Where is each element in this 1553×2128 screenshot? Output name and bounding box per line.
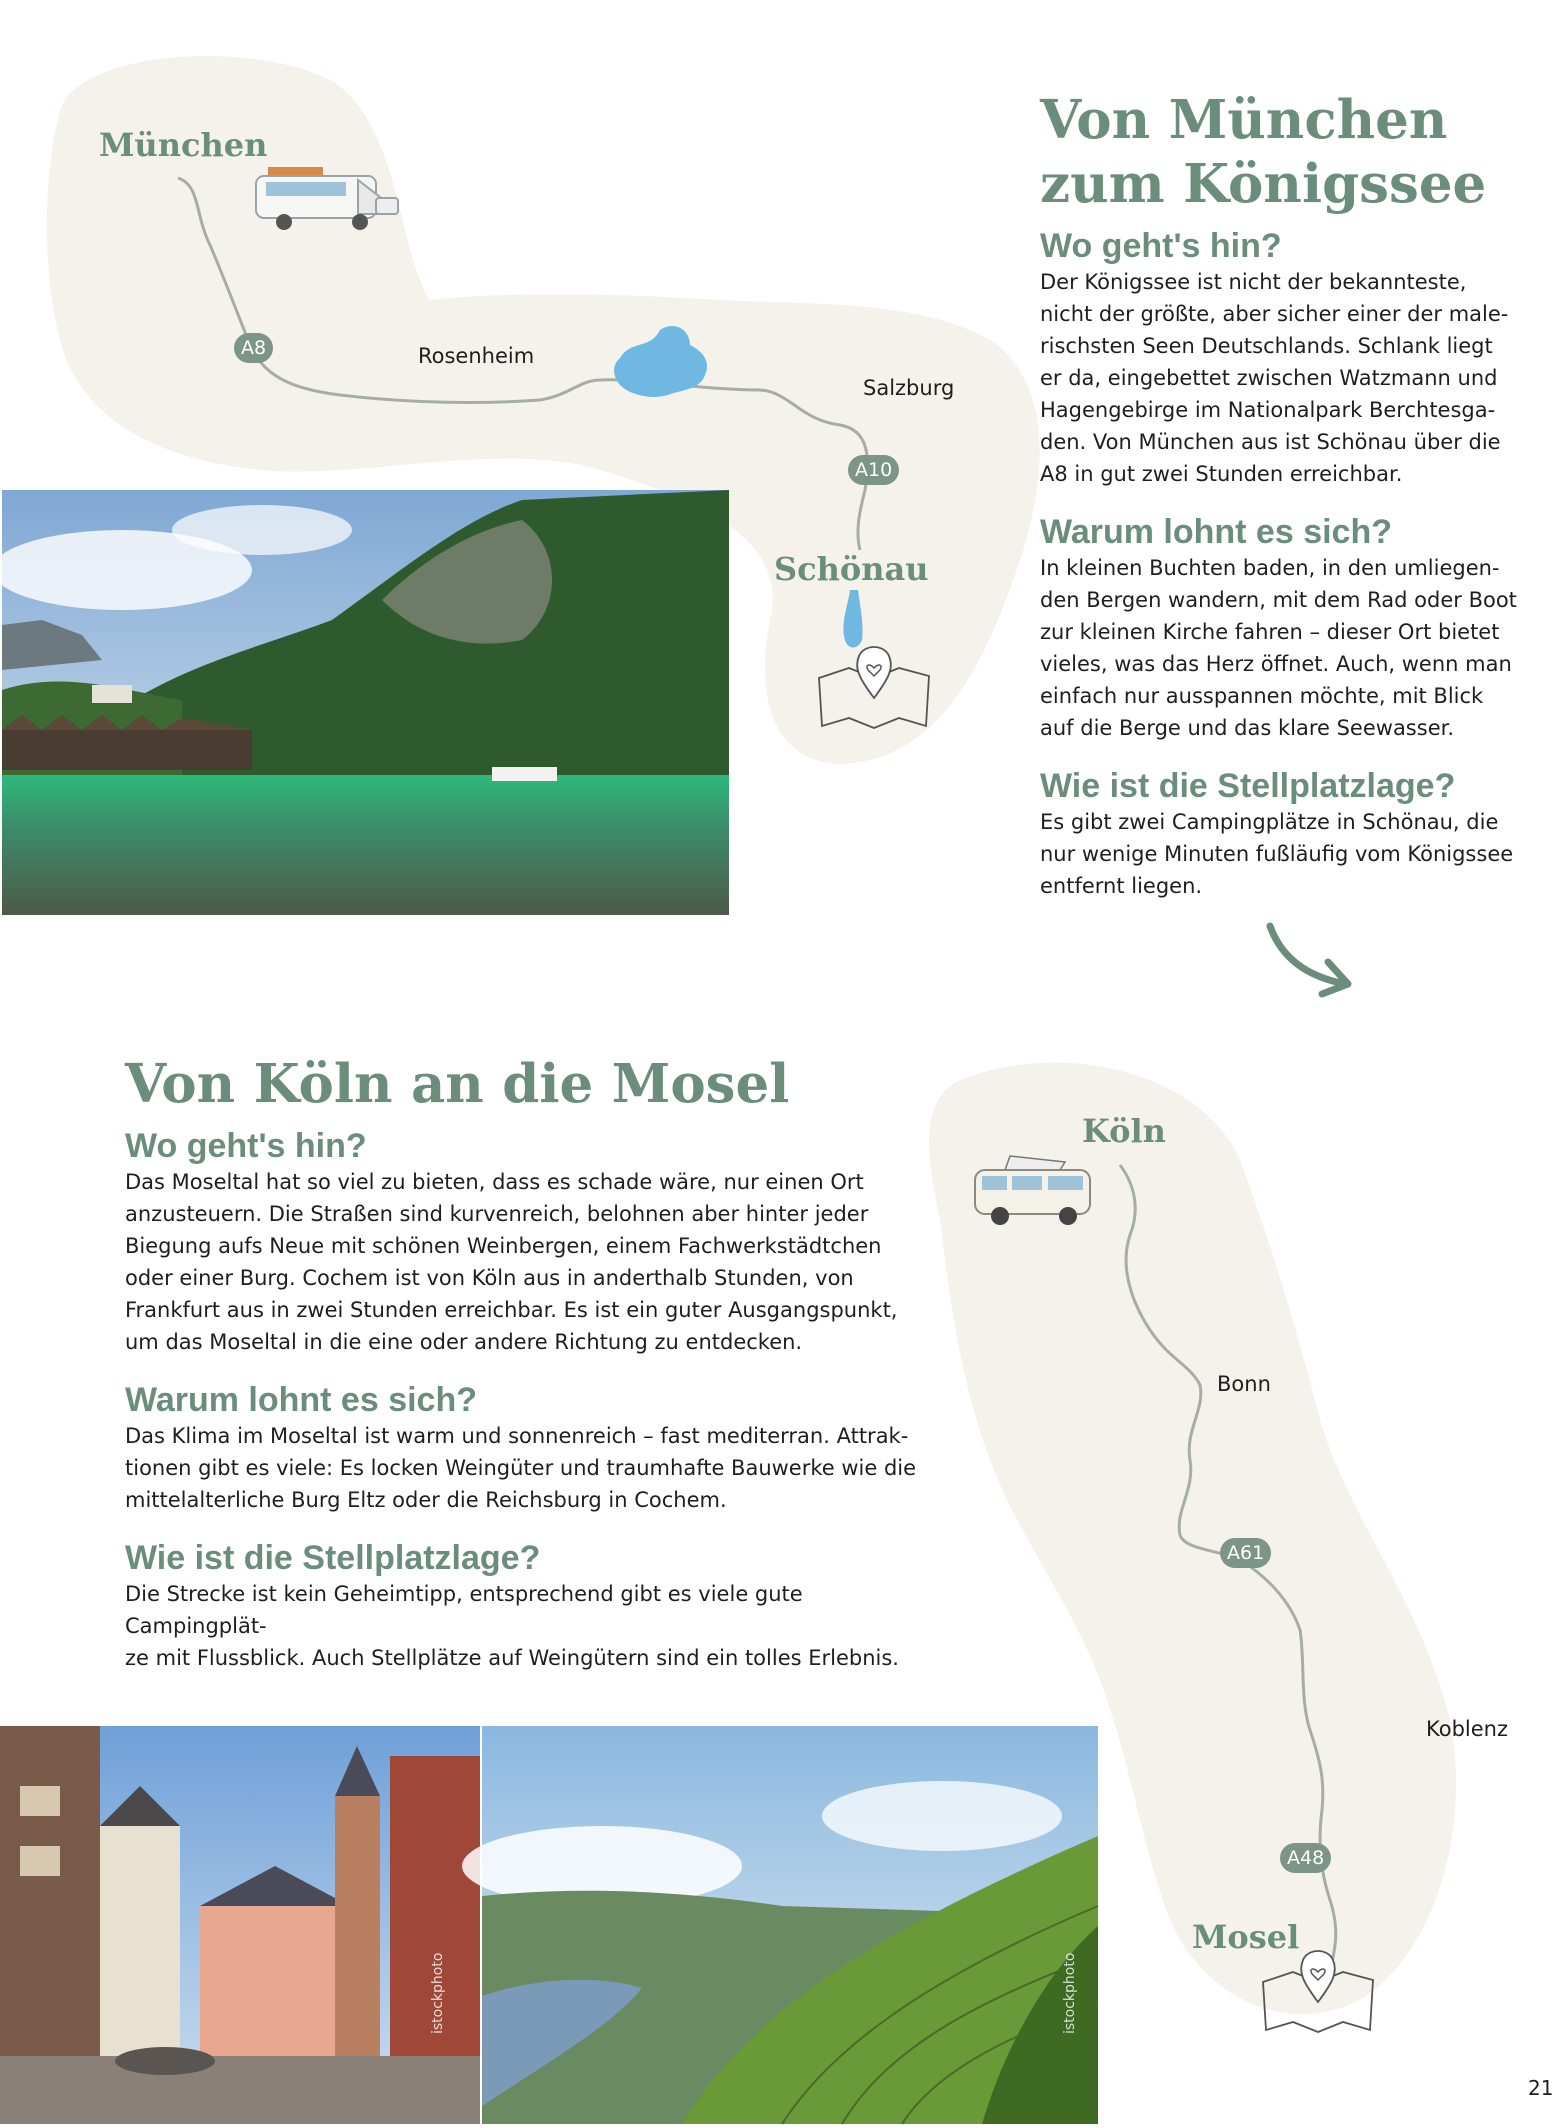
section2-q3-heading: Wie ist die Stellplatzlage?	[125, 1539, 541, 1577]
road-badge-a8: A8	[234, 333, 273, 363]
page-number: 21	[1528, 2076, 1553, 2100]
photo-mosel-vineyards	[482, 1726, 1098, 2124]
section2-q1-text: Das Moseltal hat so viel zu bieten, dass es schade wäre, nur einen Ort anzusteuern. Die Straßen sind kurvenreich, belohnen aber hinter jeder Biegung aufs Neue mit schönen Weinbergen, einem Fachwerkstädtchen oder einer Burg. Cochem ist von Köln aus in anderthalb Stunden, von Frankfurt aus in zwei Stunden erreichbar. Es ist ein guter Ausgangspunkt, um das Moseltal in die eine oder andere Richtung zu entdecken.	[125, 1170, 898, 1354]
section1-q2-heading: Warum lohnt es sich?	[1040, 513, 1393, 551]
map-place-rosenheim: Rosenheim	[418, 344, 535, 368]
road-badge-a10: A10	[848, 455, 899, 485]
photo-credit-2: istockphoto	[1062, 1952, 1078, 2034]
map-pin-icon-2	[1258, 1942, 1378, 2038]
map-city-start-2: Köln	[1082, 1112, 1166, 1150]
map-city-start: München	[99, 126, 268, 164]
map-pin-icon	[814, 638, 934, 734]
section2-q2-text: Das Klima im Moseltal ist warm und sonnenreich – fast mediterran. Attrak- tionen gibt es viele: Es locken Weingüter und traumhafte Bauwerke wie die mittelalterliche Burg Eltz oder die Reichsburg in Cochem.	[125, 1424, 917, 1512]
section1-title	[1040, 88, 1540, 216]
section1-q1-text: Der Königssee ist nicht der bekannteste, nicht der größte, aber sicher einer der male- rischsten Seen Deutschlands. Schlank liegt er da, eingebettet zwischen Watzmann und Hagengebirge im Nationalpark Berchtesga- den. Von München aus ist Schönau über die A8 in gut zwei Stunden erreichbar.	[1040, 270, 1509, 486]
road-badge-a61: A61	[1220, 1538, 1271, 1568]
section1-title-line1: Von München	[1040, 89, 1448, 151]
map-place-koblenz: Koblenz	[1426, 1717, 1508, 1741]
section2-q1-heading: Wo geht's hin?	[125, 1127, 367, 1165]
section2-title: Von Köln an die Mosel	[125, 1053, 790, 1115]
section1-q1-heading: Wo geht's hin?	[1040, 227, 1282, 265]
section1-q3-text: Es gibt zwei Campingplätze in Schönau, die nur wenige Minuten fußläufig vom Königssee entfernt liegen.	[1040, 810, 1514, 898]
map-city-end: Schönau	[774, 550, 929, 588]
road-badge-a48: A48	[1280, 1843, 1331, 1873]
section2-text	[125, 1052, 945, 1674]
section1-text	[1040, 88, 1540, 902]
section2-q2-heading: Warum lohnt es sich?	[125, 1381, 478, 1419]
map-city-end-2: Mosel	[1192, 1918, 1300, 1956]
vw-bus-icon	[970, 1152, 1100, 1232]
section1-q3-heading: Wie ist die Stellplatzlage?	[1040, 767, 1456, 805]
photo-koenigssee	[2, 490, 729, 915]
map-place-salzburg: Salzburg	[863, 376, 955, 400]
map-place-bonn: Bonn	[1217, 1372, 1271, 1396]
section2-q3-text: Die Strecke ist kein Geheimtipp, entsprechend gibt es viele gute Campingplät- ze mit Flussblick. Auch Stellplätze auf Weingütern sind ein tolles Erlebnis.	[125, 1582, 899, 1670]
photo-cochem	[0, 1726, 480, 2124]
section1-q2-text: In kleinen Buchten baden, in den umliegen- den Bergen wandern, mit dem Rad oder Boot zur kleinen Kirche fahren – dieser Ort bietet vieles, was das Herz öffnet. Auch, wenn man einfach nur ausspannen möchte, mit Blick auf die Berge und das klare Seewasser.	[1040, 556, 1517, 740]
curved-arrow-icon	[1262, 920, 1362, 1000]
camper-van-icon	[248, 162, 404, 238]
photo-credit-1: istockphoto	[430, 1952, 446, 2034]
section1-title-line2: zum Königssee	[1040, 153, 1487, 215]
